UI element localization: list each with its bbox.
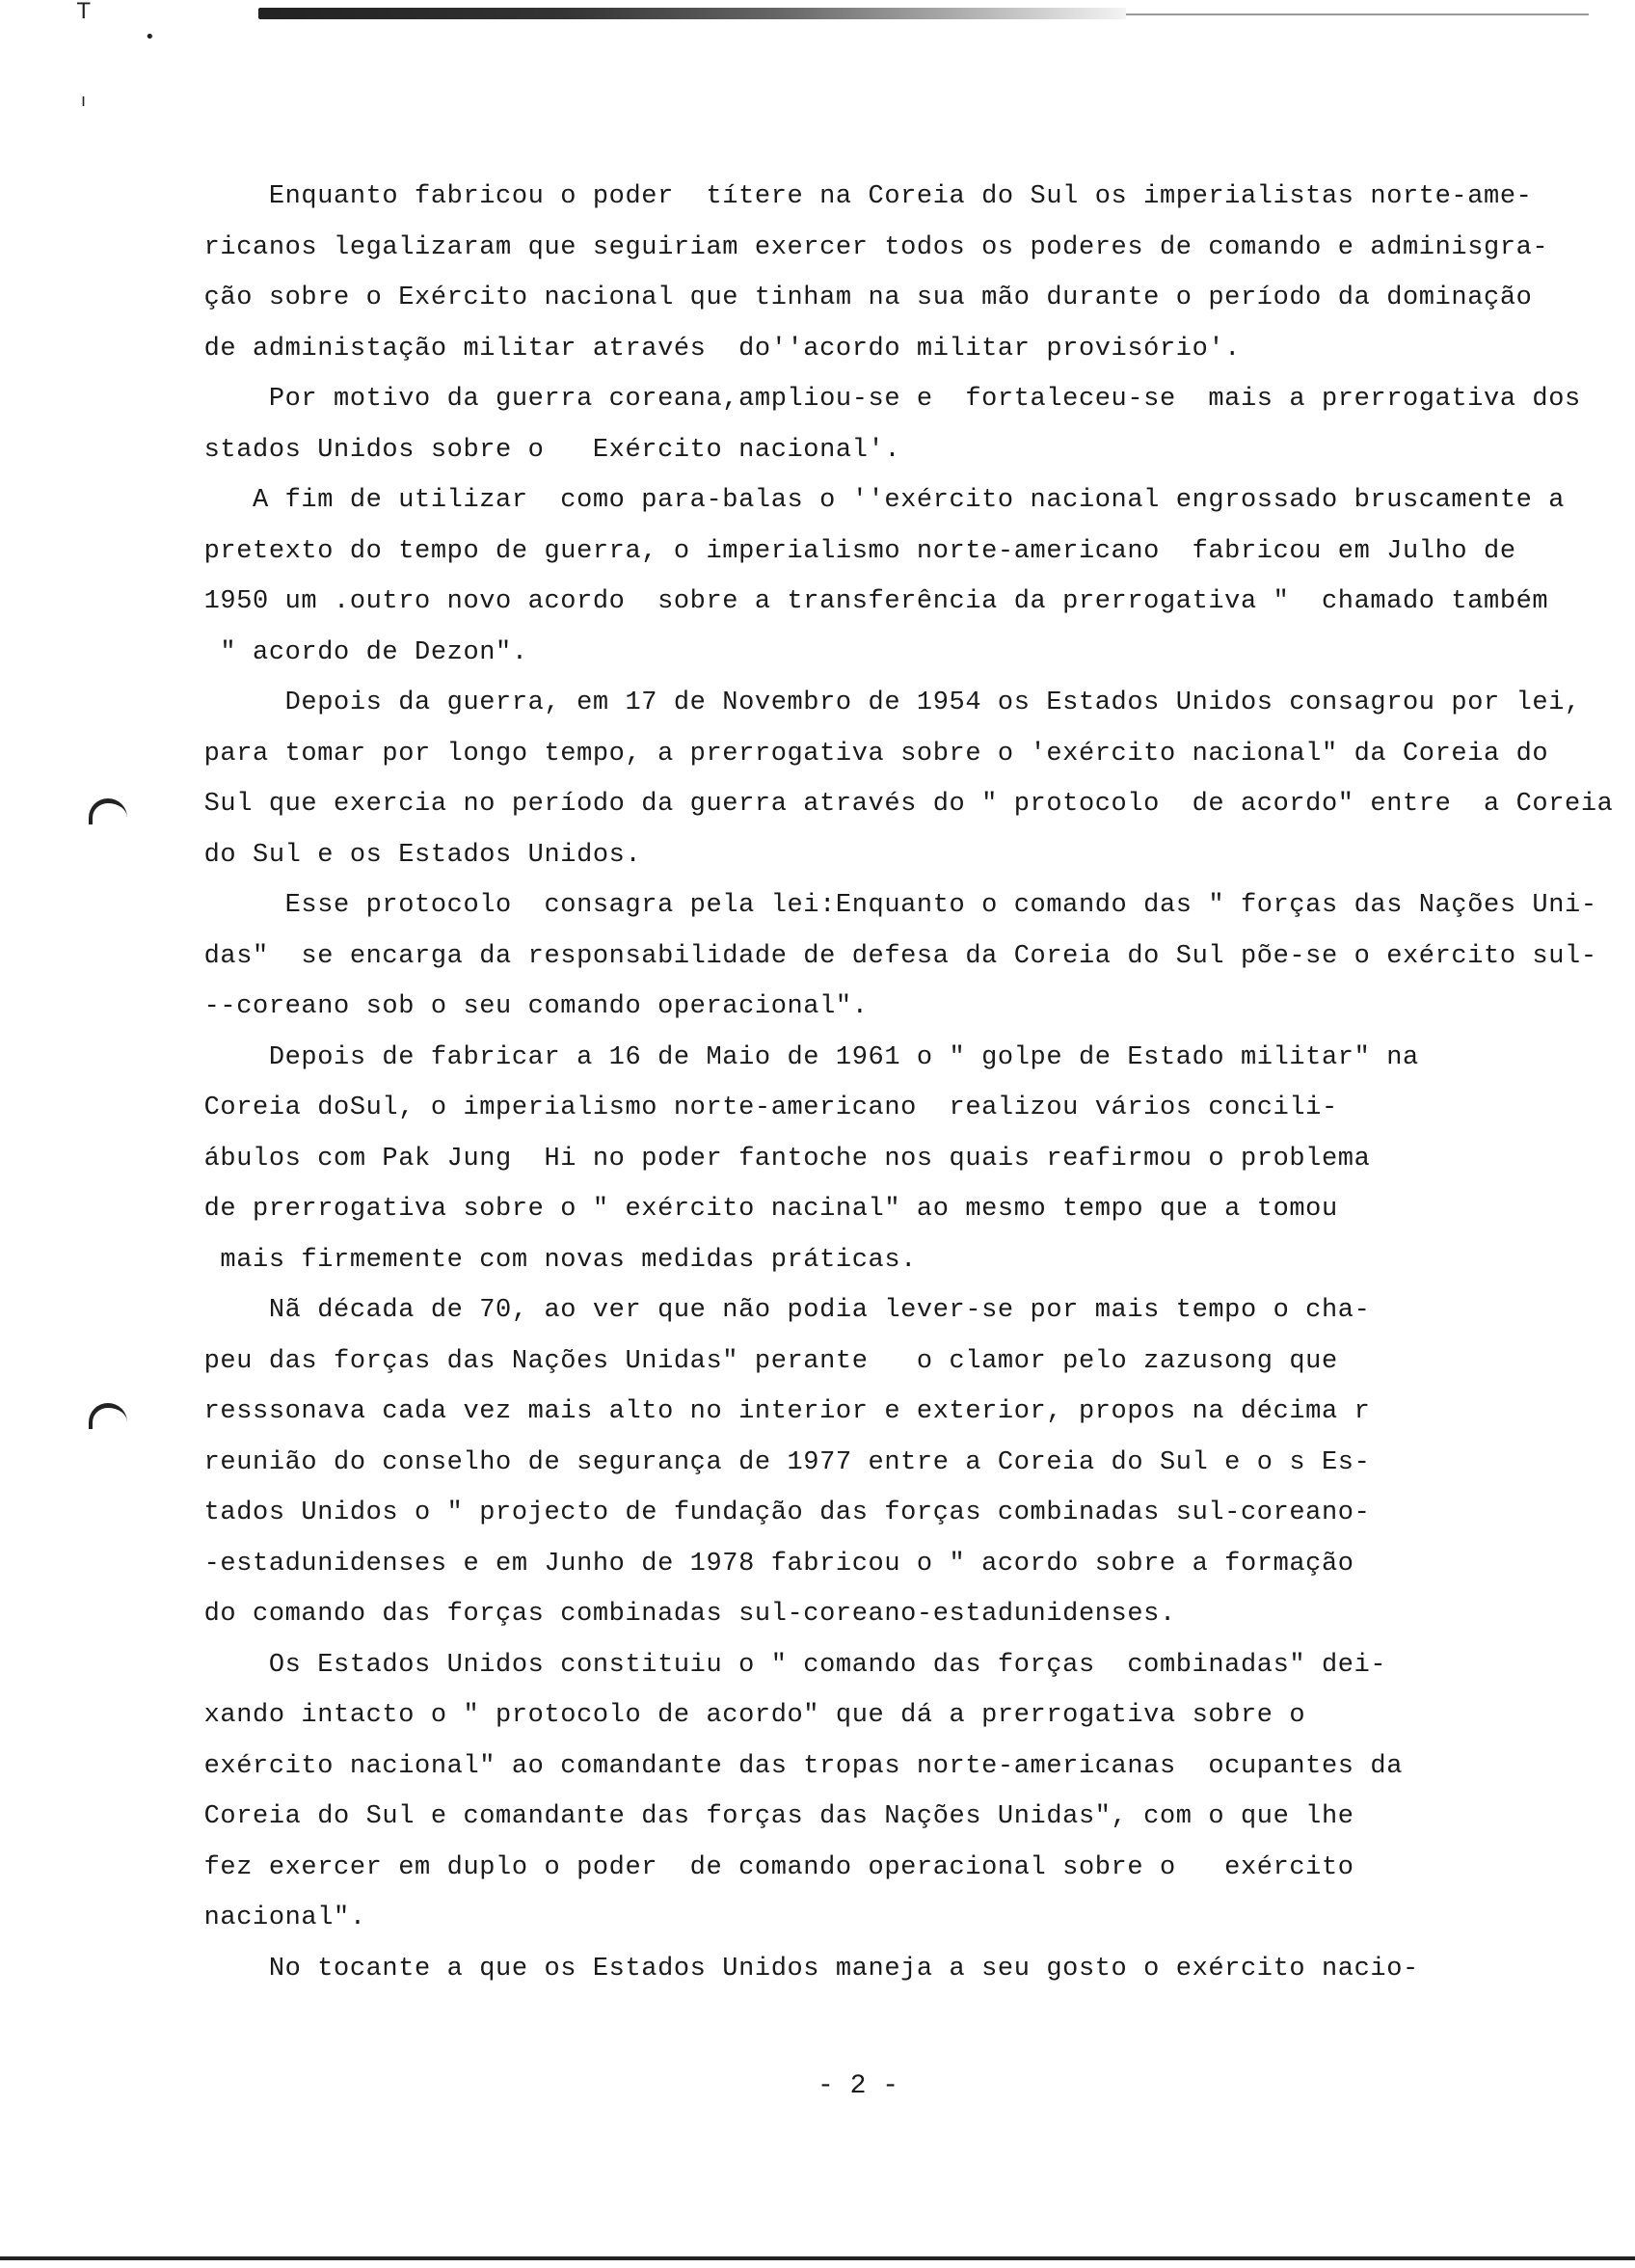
text-line: nacional". [172, 1904, 366, 1932]
text-line: ção sobre o Exército nacional que tinham na sua mão durante o período da dominação [172, 284, 1533, 312]
text-line: Coreia do Sul e comandante das forças das Nações Unidas", com o que lhe [172, 1802, 1354, 1831]
text-line: stados Unidos sobre o Exército nacional'. [172, 435, 901, 465]
text-line: A fim de utilizar como para-balas o ''exército nacional engrossado bruscamente a [172, 486, 1566, 515]
typed-body-text [172, 172, 1614, 1994]
text-line: do Sul e os Estados Unidos. [172, 840, 642, 870]
text-line: Nã década de 70, ao ver que não podia lever-se por mais tempo o cha- [172, 1296, 1371, 1325]
text-line: das" se encarga da responsabilidade de defesa da Coreia do Sul põe-se o exército sul- [172, 941, 1597, 971]
text-line: peu das forças das Nações Unidas" perante o clamor pelo zazusong que [172, 1346, 1338, 1376]
text-line: de administação militar através do''acordo militar provisório'. [172, 334, 1241, 364]
punch-hole-mark [89, 798, 127, 824]
scan-bottom-edge [0, 2256, 1635, 2260]
text-line: --coreano sob o seu comando operacional". [172, 992, 869, 1021]
page-number: - 2 - [817, 2071, 898, 2101]
text-line: Depois de fabricar a 16 de Maio de 1961 o " golpe de Estado militar" na [172, 1042, 1419, 1072]
text-line: 1950 um .outro novo acordo sobre a transferência da prerrogativa " chamado também [172, 587, 1549, 616]
text-line: Os Estados Unidos constituiu o " comando das forças combinadas" dei- [172, 1650, 1387, 1680]
punch-hole-mark [89, 1403, 127, 1429]
text-line: fez exercer em duplo o poder de comando operacional sobre o exército [172, 1852, 1354, 1882]
text-line: de prerrogativa sobre o " exército nacinal" ao mesmo tempo que a tomou [172, 1195, 1338, 1224]
text-line: reunião do conselho de segurança de 1977 entre a Coreia do Sul e o s Es- [172, 1447, 1371, 1477]
text-line: Coreia doSul, o imperialismo norte-americano realizou vários concili- [172, 1094, 1338, 1122]
text-line: pretexto do tempo de guerra, o imperialismo norte-americano fabricou em Julho de [172, 536, 1516, 566]
text-line: Por motivo da guerra coreana,ampliou-se e fortaleceu-se mais a prerrogativa dos [172, 385, 1581, 414]
scan-mark-tick: ı [81, 91, 87, 111]
text-line: Enquanto fabricou o poder títere na Coreia do Sul os imperialistas norte-ame- [172, 182, 1533, 211]
text-line: para tomar por longo tempo, a prerrogativa sobre o 'exército nacional" da Coreia do [172, 739, 1549, 769]
scan-top-edge [258, 8, 1126, 19]
scan-mark-dot: • [145, 27, 155, 47]
text-line: exército nacional" ao comandante das tropas norte-americanas ocupantes da [172, 1751, 1403, 1781]
text-line: xando intacto o " protocolo de acordo" que dá a prerrogativa sobre o [172, 1701, 1306, 1730]
text-line: No tocante a que os Estados Unidos maneja a seu gosto o exército nacio- [172, 1954, 1419, 1984]
text-line: Depois da guerra, em 17 de Novembro de 1954 os Estados Unidos consagrou por lei, [172, 688, 1581, 717]
text-line: mais firmemente com novas medidas práticas. [172, 1245, 917, 1275]
text-line: ábulos com Pak Jung Hi no poder fantoche nos quais reafirmou o problema [172, 1144, 1371, 1174]
text-line: ricanos legalizaram que seguiriam exercer todos os poderes de comando e adminisgra- [172, 232, 1549, 262]
text-line: Esse protocolo consagra pela lei:Enquanto o comando das " forças das Nações Uni- [172, 891, 1597, 920]
text-line: " acordo de Dezon". [172, 637, 528, 667]
text-line: do comando das forças combinadas sul-coreano-estadunidenses. [172, 1600, 1176, 1629]
text-line: Sul que exercia no período da guerra através do " protocolo de acordo" entre a Coreia [172, 790, 1614, 819]
scan-mark-t: T [77, 0, 91, 24]
scan-top-edge-thin [1126, 14, 1589, 15]
text-line: tados Unidos o " projecto de fundação das forças combinadas sul-coreano- [172, 1498, 1371, 1527]
text-line: resssonava cada vez mais alto no interior e exterior, propos na décima r [172, 1397, 1371, 1426]
text-line: -estadunidenses e em Junho de 1978 fabricou o " acordo sobre a formação [172, 1549, 1354, 1579]
